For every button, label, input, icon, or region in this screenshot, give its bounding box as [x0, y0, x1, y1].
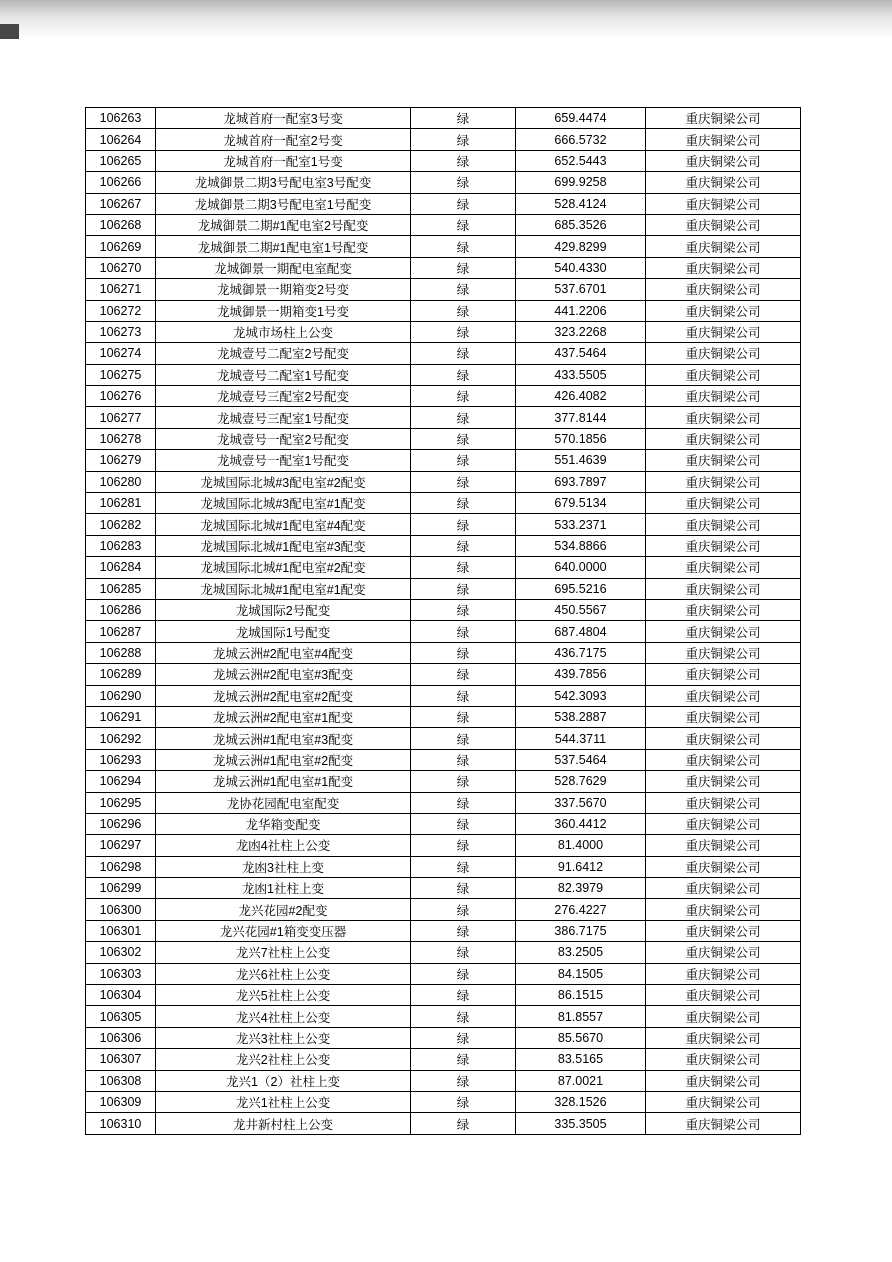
cell-name: 龙城壹号一配室2号配变 [156, 428, 411, 449]
cell-id: 106304 [86, 985, 156, 1006]
cell-status: 绿 [411, 985, 516, 1006]
cell-company: 重庆铜梁公司 [646, 899, 801, 920]
cell-status: 绿 [411, 450, 516, 471]
cell-value: 82.3979 [516, 878, 646, 899]
cell-company: 重庆铜梁公司 [646, 792, 801, 813]
table-row [86, 471, 801, 492]
table-row [86, 343, 801, 364]
table-row [86, 1006, 801, 1027]
table-row [86, 920, 801, 941]
cell-id: 106291 [86, 706, 156, 727]
cell-name: 龙华箱变配变 [156, 813, 411, 834]
cell-id: 106270 [86, 257, 156, 278]
cell-value: 533.2371 [516, 514, 646, 535]
cell-status: 绿 [411, 1113, 516, 1134]
cell-name: 龙城壹号三配室1号配变 [156, 407, 411, 428]
cell-company: 重庆铜梁公司 [646, 728, 801, 749]
cell-company: 重庆铜梁公司 [646, 1113, 801, 1134]
cell-id: 106295 [86, 792, 156, 813]
cell-status: 绿 [411, 664, 516, 685]
cell-value: 84.1505 [516, 963, 646, 984]
cell-value: 86.1515 [516, 985, 646, 1006]
cell-company: 重庆铜梁公司 [646, 428, 801, 449]
cell-value: 693.7897 [516, 471, 646, 492]
table-row [86, 642, 801, 663]
cell-id: 106271 [86, 279, 156, 300]
table-row [86, 792, 801, 813]
cell-value: 85.5670 [516, 1027, 646, 1048]
cell-name: 龙城云洲#2配电室#2配变 [156, 685, 411, 706]
cell-value: 426.4082 [516, 386, 646, 407]
cell-id: 106276 [86, 386, 156, 407]
cell-status: 绿 [411, 920, 516, 941]
cell-status: 绿 [411, 685, 516, 706]
cell-status: 绿 [411, 514, 516, 535]
cell-name: 龙凼4社柱上公变 [156, 835, 411, 856]
cell-company: 重庆铜梁公司 [646, 279, 801, 300]
cell-id: 106287 [86, 621, 156, 642]
cell-company: 重庆铜梁公司 [646, 1070, 801, 1091]
cell-company: 重庆铜梁公司 [646, 963, 801, 984]
cell-value: 441.2206 [516, 300, 646, 321]
cell-id: 106305 [86, 1006, 156, 1027]
cell-status: 绿 [411, 108, 516, 129]
cell-value: 436.7175 [516, 642, 646, 663]
cell-status: 绿 [411, 279, 516, 300]
table-row [86, 578, 801, 599]
cell-name: 龙城御景二期#1配电室1号配变 [156, 236, 411, 257]
table-row [86, 942, 801, 963]
cell-name: 龙城御景一期配电室配变 [156, 257, 411, 278]
table-row [86, 1027, 801, 1048]
cell-name: 龙城国际北城#3配电室#2配变 [156, 471, 411, 492]
cell-status: 绿 [411, 1027, 516, 1048]
table-row [86, 279, 801, 300]
cell-value: 429.8299 [516, 236, 646, 257]
cell-id: 106266 [86, 172, 156, 193]
transformer-table-body [86, 108, 801, 1135]
cell-value: 91.6412 [516, 856, 646, 877]
table-row [86, 321, 801, 342]
cell-id: 106293 [86, 749, 156, 770]
cell-name: 龙城壹号二配室2号配变 [156, 343, 411, 364]
cell-value: 437.5464 [516, 343, 646, 364]
cell-value: 537.5464 [516, 749, 646, 770]
cell-status: 绿 [411, 535, 516, 556]
cell-company: 重庆铜梁公司 [646, 1049, 801, 1070]
cell-value: 337.5670 [516, 792, 646, 813]
cell-id: 106278 [86, 428, 156, 449]
cell-name: 龙城壹号三配室2号配变 [156, 386, 411, 407]
cell-value: 328.1526 [516, 1091, 646, 1112]
cell-company: 重庆铜梁公司 [646, 150, 801, 171]
table-row [86, 728, 801, 749]
cell-status: 绿 [411, 172, 516, 193]
cell-status: 绿 [411, 942, 516, 963]
cell-status: 绿 [411, 321, 516, 342]
cell-company: 重庆铜梁公司 [646, 407, 801, 428]
cell-company: 重庆铜梁公司 [646, 557, 801, 578]
cell-company: 重庆铜梁公司 [646, 108, 801, 129]
cell-status: 绿 [411, 599, 516, 620]
cell-id: 106265 [86, 150, 156, 171]
cell-company: 重庆铜梁公司 [646, 535, 801, 556]
cell-status: 绿 [411, 493, 516, 514]
table-row [86, 1091, 801, 1112]
viewer-top-shadow [0, 0, 892, 36]
cell-company: 重庆铜梁公司 [646, 343, 801, 364]
cell-id: 106289 [86, 664, 156, 685]
cell-id: 106285 [86, 578, 156, 599]
cell-id: 106300 [86, 899, 156, 920]
cell-name: 龙城云洲#2配电室#1配变 [156, 706, 411, 727]
cell-value: 528.7629 [516, 771, 646, 792]
cell-company: 重庆铜梁公司 [646, 621, 801, 642]
cell-name: 龙城云洲#2配电室#3配变 [156, 664, 411, 685]
cell-id: 106281 [86, 493, 156, 514]
cell-name: 龙城国际北城#1配电室#3配变 [156, 535, 411, 556]
cell-company: 重庆铜梁公司 [646, 771, 801, 792]
cell-name: 龙城御景一期箱变2号变 [156, 279, 411, 300]
table-row [86, 599, 801, 620]
cell-company: 重庆铜梁公司 [646, 257, 801, 278]
cell-status: 绿 [411, 471, 516, 492]
cell-name: 龙城壹号一配室1号配变 [156, 450, 411, 471]
table-row [86, 899, 801, 920]
cell-company: 重庆铜梁公司 [646, 493, 801, 514]
cell-status: 绿 [411, 1091, 516, 1112]
cell-value: 551.4639 [516, 450, 646, 471]
cell-name: 龙兴2社柱上公变 [156, 1049, 411, 1070]
cell-value: 276.4227 [516, 899, 646, 920]
cell-company: 重庆铜梁公司 [646, 599, 801, 620]
cell-id: 106263 [86, 108, 156, 129]
cell-status: 绿 [411, 878, 516, 899]
cell-name: 龙城壹号二配室1号配变 [156, 364, 411, 385]
cell-company: 重庆铜梁公司 [646, 878, 801, 899]
cell-company: 重庆铜梁公司 [646, 300, 801, 321]
cell-status: 绿 [411, 428, 516, 449]
cell-id: 106307 [86, 1049, 156, 1070]
table-row [86, 150, 801, 171]
cell-company: 重庆铜梁公司 [646, 214, 801, 235]
cell-value: 652.5443 [516, 150, 646, 171]
cell-id: 106298 [86, 856, 156, 877]
cell-value: 528.4124 [516, 193, 646, 214]
cell-status: 绿 [411, 835, 516, 856]
cell-status: 绿 [411, 193, 516, 214]
cell-id: 106296 [86, 813, 156, 834]
cell-id: 106290 [86, 685, 156, 706]
cell-status: 绿 [411, 150, 516, 171]
cell-name: 龙城御景二期3号配电室1号配变 [156, 193, 411, 214]
cell-status: 绿 [411, 1006, 516, 1027]
cell-status: 绿 [411, 728, 516, 749]
cell-id: 106284 [86, 557, 156, 578]
cell-value: 640.0000 [516, 557, 646, 578]
cell-id: 106303 [86, 963, 156, 984]
cell-value: 323.2268 [516, 321, 646, 342]
table-row [86, 364, 801, 385]
table-row [86, 706, 801, 727]
cell-company: 重庆铜梁公司 [646, 514, 801, 535]
table-row [86, 1049, 801, 1070]
table-row [86, 257, 801, 278]
cell-company: 重庆铜梁公司 [646, 835, 801, 856]
cell-value: 699.9258 [516, 172, 646, 193]
cell-company: 重庆铜梁公司 [646, 471, 801, 492]
cell-name: 龙城首府一配室3号变 [156, 108, 411, 129]
table-row [86, 193, 801, 214]
table-row [86, 108, 801, 129]
cell-id: 106297 [86, 835, 156, 856]
cell-id: 106292 [86, 728, 156, 749]
cell-company: 重庆铜梁公司 [646, 578, 801, 599]
cell-id: 106274 [86, 343, 156, 364]
cell-company: 重庆铜梁公司 [646, 172, 801, 193]
cell-name: 龙城首府一配室1号变 [156, 150, 411, 171]
cell-status: 绿 [411, 792, 516, 813]
cell-id: 106306 [86, 1027, 156, 1048]
cell-id: 106308 [86, 1070, 156, 1091]
table-row [86, 1113, 801, 1134]
table-row [86, 856, 801, 877]
cell-name: 龙兴6社柱上公变 [156, 963, 411, 984]
cell-status: 绿 [411, 236, 516, 257]
table-row [86, 835, 801, 856]
cell-company: 重庆铜梁公司 [646, 1006, 801, 1027]
cell-status: 绿 [411, 386, 516, 407]
cell-value: 81.8557 [516, 1006, 646, 1027]
cell-company: 重庆铜梁公司 [646, 642, 801, 663]
cell-name: 龙兴花园#1箱变变压器 [156, 920, 411, 941]
cell-name: 龙城御景二期3号配电室3号配变 [156, 172, 411, 193]
cell-name: 龙兴1（2）社柱上变 [156, 1070, 411, 1091]
table-row [86, 813, 801, 834]
table-row [86, 450, 801, 471]
cell-id: 106264 [86, 129, 156, 150]
cell-status: 绿 [411, 771, 516, 792]
cell-status: 绿 [411, 214, 516, 235]
cell-status: 绿 [411, 856, 516, 877]
table-row [86, 749, 801, 770]
cell-name: 龙城国际1号配变 [156, 621, 411, 642]
cell-name: 龙兴4社柱上公变 [156, 1006, 411, 1027]
cell-id: 106283 [86, 535, 156, 556]
cell-status: 绿 [411, 129, 516, 150]
cell-company: 重庆铜梁公司 [646, 685, 801, 706]
cell-company: 重庆铜梁公司 [646, 813, 801, 834]
cell-value: 538.2887 [516, 706, 646, 727]
cell-id: 106272 [86, 300, 156, 321]
table-row [86, 428, 801, 449]
cell-id: 106286 [86, 599, 156, 620]
cell-status: 绿 [411, 706, 516, 727]
page-edge-mark [0, 24, 19, 39]
cell-id: 106275 [86, 364, 156, 385]
cell-value: 687.4804 [516, 621, 646, 642]
cell-name: 龙城市场柱上公变 [156, 321, 411, 342]
cell-value: 679.5134 [516, 493, 646, 514]
cell-id: 106282 [86, 514, 156, 535]
cell-value: 335.3505 [516, 1113, 646, 1134]
table-row [86, 985, 801, 1006]
table-row [86, 407, 801, 428]
table-row [86, 236, 801, 257]
cell-value: 360.4412 [516, 813, 646, 834]
cell-status: 绿 [411, 300, 516, 321]
cell-value: 439.7856 [516, 664, 646, 685]
cell-status: 绿 [411, 1070, 516, 1091]
cell-name: 龙城云洲#1配电室#3配变 [156, 728, 411, 749]
cell-value: 450.5567 [516, 599, 646, 620]
cell-value: 534.8866 [516, 535, 646, 556]
cell-name: 龙城云洲#2配电室#4配变 [156, 642, 411, 663]
cell-value: 685.3526 [516, 214, 646, 235]
table-row [86, 172, 801, 193]
cell-name: 龙兴1社柱上公变 [156, 1091, 411, 1112]
cell-id: 106301 [86, 920, 156, 941]
cell-status: 绿 [411, 621, 516, 642]
cell-value: 544.3711 [516, 728, 646, 749]
cell-name: 龙城国际北城#1配电室#4配变 [156, 514, 411, 535]
cell-status: 绿 [411, 899, 516, 920]
cell-status: 绿 [411, 364, 516, 385]
cell-company: 重庆铜梁公司 [646, 920, 801, 941]
cell-company: 重庆铜梁公司 [646, 985, 801, 1006]
table-row [86, 300, 801, 321]
cell-id: 106294 [86, 771, 156, 792]
cell-status: 绿 [411, 557, 516, 578]
cell-id: 106309 [86, 1091, 156, 1112]
cell-company: 重庆铜梁公司 [646, 706, 801, 727]
cell-status: 绿 [411, 407, 516, 428]
cell-value: 570.1856 [516, 428, 646, 449]
cell-name: 龙凼3社柱上变 [156, 856, 411, 877]
cell-name: 龙兴7社柱上公变 [156, 942, 411, 963]
cell-name: 龙城国际北城#1配电室#1配变 [156, 578, 411, 599]
cell-id: 106279 [86, 450, 156, 471]
cell-company: 重庆铜梁公司 [646, 386, 801, 407]
cell-company: 重庆铜梁公司 [646, 129, 801, 150]
cell-value: 695.5216 [516, 578, 646, 599]
cell-id: 106299 [86, 878, 156, 899]
cell-name: 龙城国际北城#3配电室#1配变 [156, 493, 411, 514]
cell-name: 龙城云洲#1配电室#1配变 [156, 771, 411, 792]
cell-value: 377.8144 [516, 407, 646, 428]
cell-value: 87.0021 [516, 1070, 646, 1091]
cell-company: 重庆铜梁公司 [646, 450, 801, 471]
table-row [86, 685, 801, 706]
cell-company: 重庆铜梁公司 [646, 1091, 801, 1112]
table-row [86, 386, 801, 407]
table-row [86, 664, 801, 685]
cell-name: 龙协花园配电室配变 [156, 792, 411, 813]
cell-name: 龙兴花园#2配变 [156, 899, 411, 920]
cell-status: 绿 [411, 578, 516, 599]
cell-value: 537.6701 [516, 279, 646, 300]
table-row [86, 771, 801, 792]
cell-id: 106273 [86, 321, 156, 342]
cell-company: 重庆铜梁公司 [646, 942, 801, 963]
cell-company: 重庆铜梁公司 [646, 856, 801, 877]
table-row [86, 621, 801, 642]
cell-status: 绿 [411, 343, 516, 364]
transformer-table [85, 107, 801, 1135]
cell-id: 106310 [86, 1113, 156, 1134]
cell-value: 433.5505 [516, 364, 646, 385]
cell-id: 106269 [86, 236, 156, 257]
cell-company: 重庆铜梁公司 [646, 364, 801, 385]
cell-company: 重庆铜梁公司 [646, 321, 801, 342]
cell-id: 106277 [86, 407, 156, 428]
cell-name: 龙城御景一期箱变1号变 [156, 300, 411, 321]
cell-value: 81.4000 [516, 835, 646, 856]
table-row [86, 535, 801, 556]
cell-id: 106280 [86, 471, 156, 492]
cell-name: 龙城国际2号配变 [156, 599, 411, 620]
table-row [86, 493, 801, 514]
cell-value: 542.3093 [516, 685, 646, 706]
cell-status: 绿 [411, 963, 516, 984]
cell-value: 666.5732 [516, 129, 646, 150]
cell-status: 绿 [411, 1049, 516, 1070]
cell-name: 龙兴5社柱上公变 [156, 985, 411, 1006]
cell-status: 绿 [411, 749, 516, 770]
table-row [86, 963, 801, 984]
cell-company: 重庆铜梁公司 [646, 236, 801, 257]
cell-company: 重庆铜梁公司 [646, 749, 801, 770]
table-row [86, 557, 801, 578]
cell-value: 540.4330 [516, 257, 646, 278]
cell-company: 重庆铜梁公司 [646, 664, 801, 685]
cell-company: 重庆铜梁公司 [646, 1027, 801, 1048]
cell-name: 龙城御景二期#1配电室2号配变 [156, 214, 411, 235]
table-row [86, 129, 801, 150]
cell-id: 106302 [86, 942, 156, 963]
table-row [86, 514, 801, 535]
cell-id: 106267 [86, 193, 156, 214]
table-row [86, 1070, 801, 1091]
cell-name: 龙城首府一配室2号变 [156, 129, 411, 150]
cell-name: 龙城云洲#1配电室#2配变 [156, 749, 411, 770]
cell-value: 83.5165 [516, 1049, 646, 1070]
cell-name: 龙凼1社柱上变 [156, 878, 411, 899]
cell-value: 386.7175 [516, 920, 646, 941]
cell-name: 龙兴3社柱上公变 [156, 1027, 411, 1048]
cell-name: 龙井新村柱上公变 [156, 1113, 411, 1134]
cell-status: 绿 [411, 642, 516, 663]
cell-value: 83.2505 [516, 942, 646, 963]
cell-id: 106268 [86, 214, 156, 235]
table-row [86, 214, 801, 235]
cell-value: 659.4474 [516, 108, 646, 129]
cell-company: 重庆铜梁公司 [646, 193, 801, 214]
table-row [86, 878, 801, 899]
cell-id: 106288 [86, 642, 156, 663]
cell-status: 绿 [411, 257, 516, 278]
cell-status: 绿 [411, 813, 516, 834]
cell-name: 龙城国际北城#1配电室#2配变 [156, 557, 411, 578]
